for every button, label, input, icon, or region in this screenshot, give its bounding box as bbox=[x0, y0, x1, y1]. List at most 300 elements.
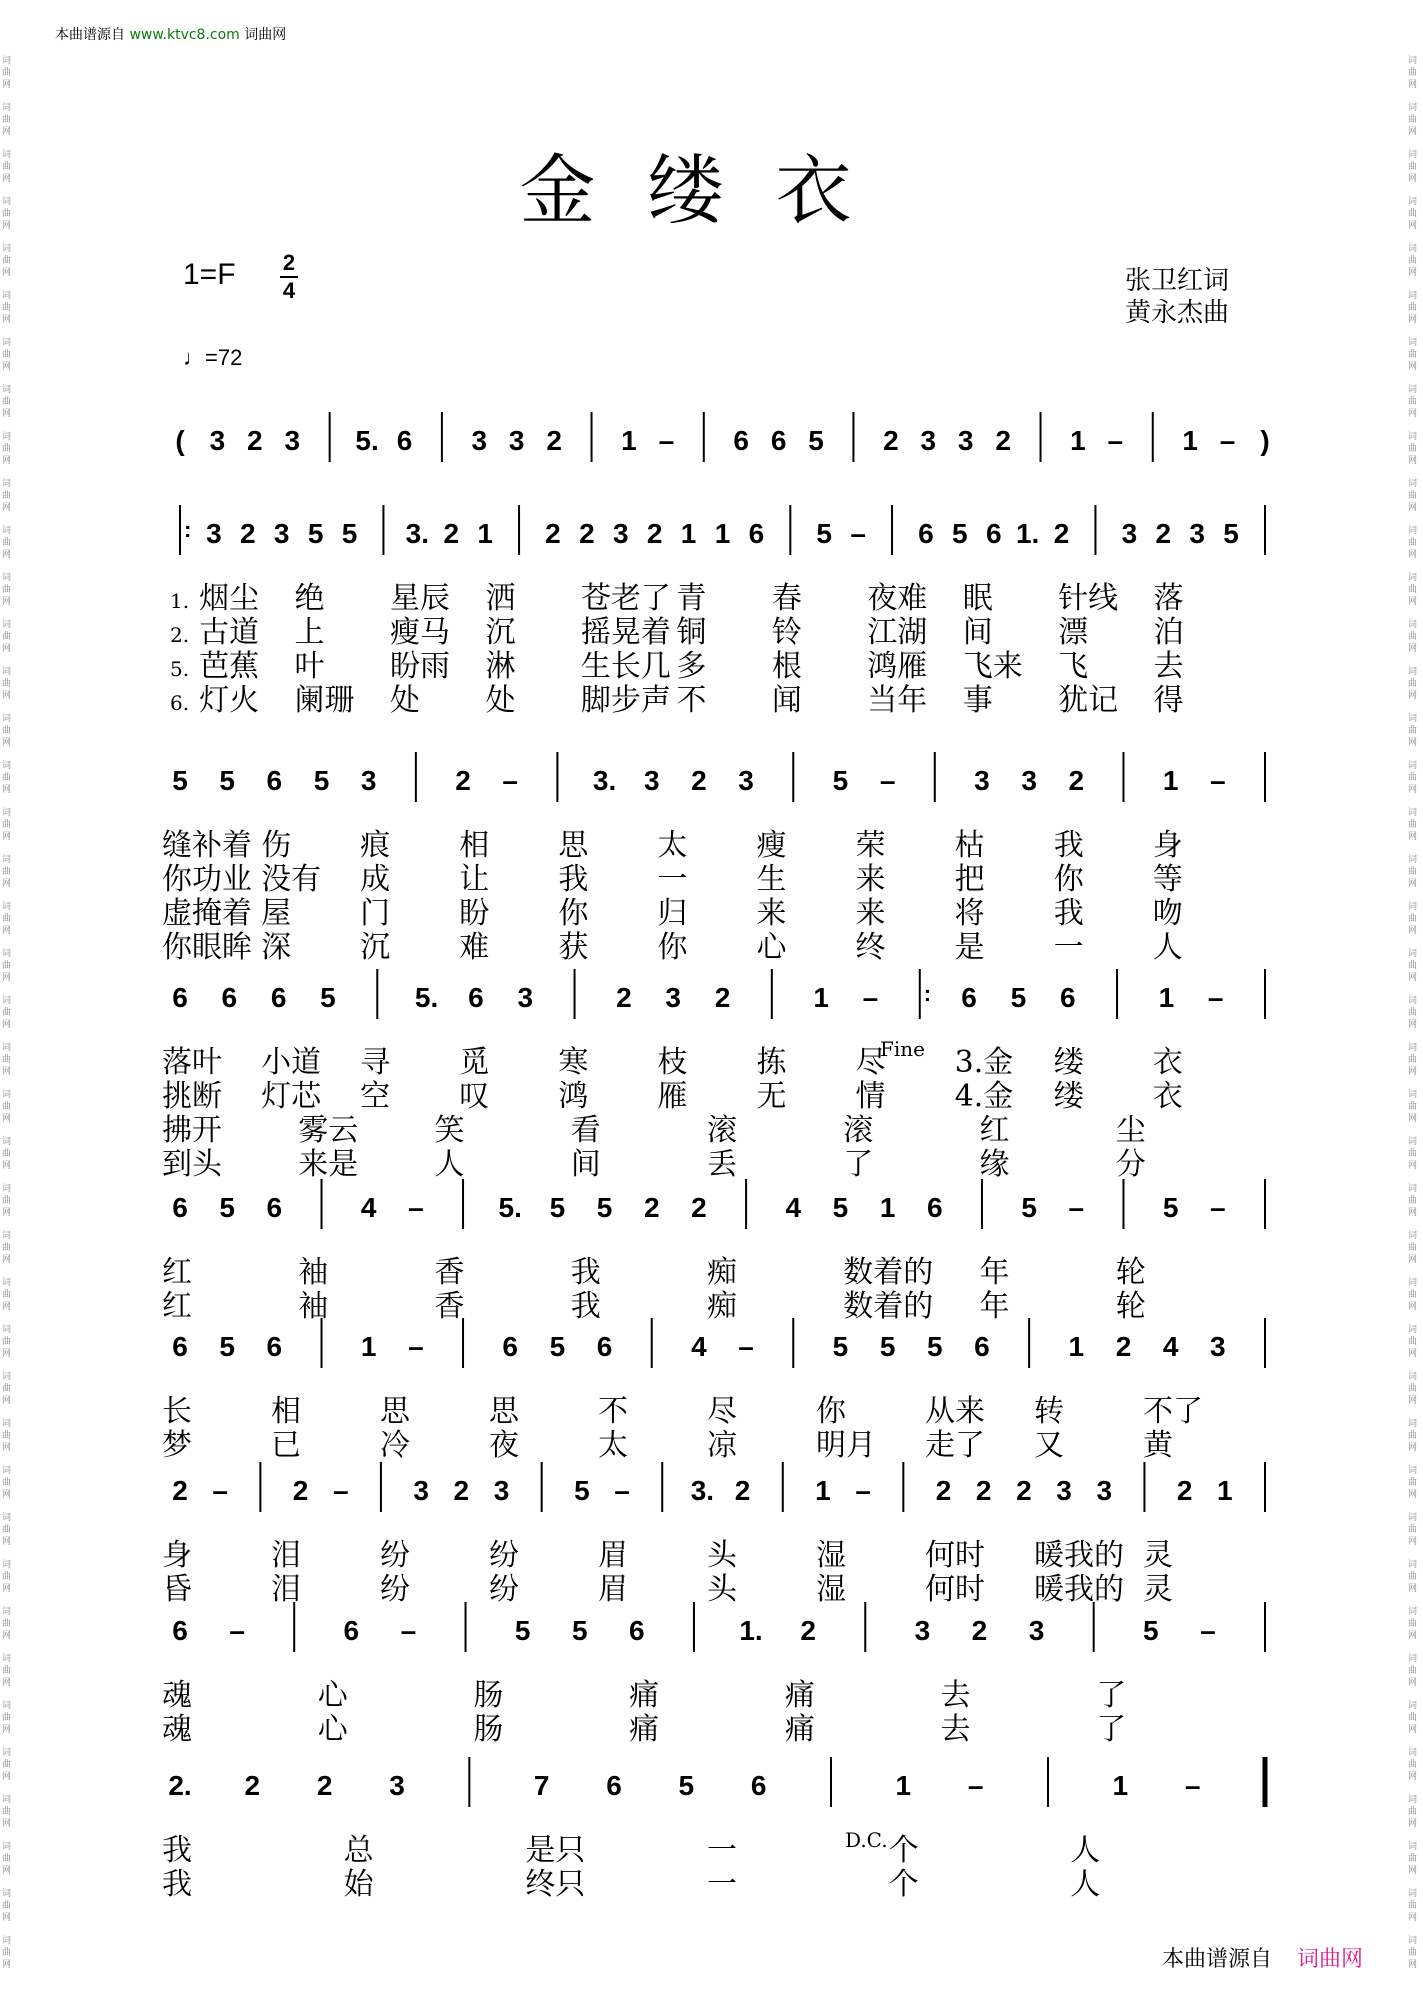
note: ) bbox=[1260, 425, 1270, 456]
note: 5 bbox=[596, 1192, 613, 1223]
lyric-word: 没有 bbox=[261, 862, 322, 897]
watermark-text: 词曲网 bbox=[2, 291, 12, 325]
watermark-text: 词曲网 bbox=[1408, 1701, 1418, 1735]
lyric-word: 你眼眸 bbox=[162, 930, 252, 965]
watermark-text: 词曲网 bbox=[1408, 1184, 1418, 1218]
lyric-word: 太 bbox=[598, 1428, 628, 1463]
lyric-word: 归 bbox=[657, 896, 688, 931]
watermark-text: 词曲网 bbox=[1408, 197, 1418, 231]
note: 1 bbox=[813, 982, 829, 1013]
dash-note: – bbox=[658, 425, 675, 456]
lyric-word: 难 bbox=[459, 930, 490, 965]
note: 1 bbox=[1182, 425, 1198, 456]
lyric-word: 缝补着 bbox=[162, 828, 252, 863]
note: 3 bbox=[612, 518, 629, 549]
lyric-word: 缘 bbox=[979, 1147, 1010, 1182]
verse-number: 6. bbox=[170, 691, 190, 715]
watermark-text: 词曲网 bbox=[2, 1607, 12, 1641]
dash-note: – bbox=[1200, 1615, 1216, 1646]
lyric-word: 一 bbox=[657, 862, 688, 897]
note: 6 bbox=[748, 518, 765, 549]
watermark-text: 词曲网 bbox=[1408, 761, 1418, 795]
lyric-word: 叶 bbox=[294, 649, 325, 684]
lyric-word: 暖我的 bbox=[1034, 1538, 1124, 1573]
lyric-word: 红 bbox=[979, 1113, 1010, 1148]
lyric-word: 相 bbox=[459, 828, 490, 863]
source-prefix: 本曲谱源自 bbox=[55, 27, 125, 43]
lyric-word: 痴 bbox=[707, 1289, 737, 1324]
watermark-text: 词曲网 bbox=[1408, 1043, 1418, 1077]
watermark-text: 词曲网 bbox=[1408, 1513, 1418, 1547]
lyric-word: 何时 bbox=[925, 1538, 985, 1573]
lyric-word: 到头 bbox=[162, 1147, 222, 1182]
lyric-word: 拣 bbox=[756, 1045, 787, 1080]
lyric-word: 闻 bbox=[771, 683, 802, 718]
lyric-word: 你 bbox=[558, 896, 589, 931]
watermark-text: 词曲网 bbox=[2, 667, 12, 701]
lyric-word: 沉 bbox=[485, 615, 516, 650]
lyric-word: 昏 bbox=[162, 1572, 192, 1607]
note: 2 bbox=[883, 425, 899, 456]
lyric-word: 苍老了 bbox=[580, 581, 671, 616]
note: 1 bbox=[1217, 1475, 1233, 1506]
watermark-text: 词曲网 bbox=[1408, 1607, 1418, 1641]
note: 5 bbox=[926, 1331, 943, 1362]
note: 2 bbox=[971, 1615, 988, 1646]
note: 2 bbox=[247, 425, 263, 456]
note: 2 bbox=[714, 982, 731, 1013]
note: 2 bbox=[646, 518, 663, 549]
lyric-word: 魂 bbox=[162, 1678, 192, 1713]
lyric-word: 衣 bbox=[1152, 1045, 1183, 1080]
lyric-word: 又 bbox=[1034, 1428, 1064, 1463]
note: 6 bbox=[172, 1615, 188, 1646]
dash-note: – bbox=[967, 1770, 984, 1801]
note: 5 bbox=[816, 518, 833, 549]
note: 2 bbox=[546, 425, 562, 456]
note: 5 bbox=[832, 1192, 849, 1223]
note: 2 bbox=[1176, 1475, 1193, 1506]
lyric-word: 3.金 bbox=[954, 1045, 1014, 1080]
lyric-word: 江湖 bbox=[867, 615, 928, 650]
lyric-word: 分 bbox=[1115, 1147, 1146, 1182]
repeat-sign: : bbox=[184, 517, 192, 542]
note: 3 bbox=[1096, 1475, 1113, 1506]
lyric-word: 你 bbox=[1053, 862, 1084, 897]
note: 3 bbox=[508, 425, 525, 456]
watermark-text: 词曲网 bbox=[2, 573, 12, 607]
note: 3 bbox=[493, 1475, 510, 1506]
note: 7 bbox=[533, 1770, 550, 1801]
watermark-text: 词曲网 bbox=[1408, 1137, 1418, 1171]
note: 2 bbox=[975, 1475, 992, 1506]
lyric-word: 去 bbox=[940, 1712, 971, 1747]
note: 6 bbox=[343, 1615, 360, 1646]
note: 2 bbox=[240, 518, 256, 549]
lyric-word: 成 bbox=[360, 862, 391, 897]
note: 5 bbox=[219, 765, 235, 796]
watermark-text: 词曲网 bbox=[2, 1419, 12, 1453]
lyric-word: 思 bbox=[489, 1394, 519, 1429]
lyric-word: 心 bbox=[317, 1712, 348, 1747]
watermark-text: 词曲网 bbox=[1408, 1560, 1418, 1594]
note: 2 bbox=[643, 1192, 660, 1223]
lyric-line bbox=[162, 1420, 1265, 1464]
watermark-text: 词曲网 bbox=[1408, 808, 1418, 842]
watermark-text: 词曲网 bbox=[2, 996, 12, 1030]
watermark-text: 词曲网 bbox=[1408, 996, 1418, 1030]
watermark-text: 词曲网 bbox=[1408, 244, 1418, 278]
dash-note: – bbox=[1107, 425, 1124, 456]
lyric-word: 屋 bbox=[261, 896, 292, 931]
note: 6 bbox=[985, 518, 1002, 549]
watermark-text: 词曲网 bbox=[2, 1654, 12, 1688]
note: 6 bbox=[961, 982, 977, 1013]
lyric-word: 寻 bbox=[360, 1045, 391, 1080]
lyric-word: 痛 bbox=[784, 1678, 815, 1713]
lyric-word: 鸿 bbox=[558, 1079, 589, 1114]
note: 4 bbox=[360, 1192, 377, 1223]
note: 6 bbox=[606, 1770, 622, 1801]
note: 5 bbox=[1223, 518, 1239, 549]
lyric-word: 落叶 bbox=[162, 1045, 222, 1080]
lyric-word: 袖 bbox=[298, 1289, 329, 1324]
note: 4 bbox=[785, 1192, 802, 1223]
note: 3 bbox=[360, 765, 377, 796]
watermark-text: 词曲网 bbox=[1408, 1278, 1418, 1312]
note: 5 bbox=[678, 1770, 695, 1801]
lyric-word: 湿 bbox=[816, 1538, 846, 1573]
lyric-word: 你 bbox=[657, 930, 688, 965]
note: 6 bbox=[468, 982, 484, 1013]
note: 2 bbox=[316, 1770, 333, 1801]
lyric-word: 星辰 bbox=[390, 581, 450, 616]
song-title: 金缕衣 bbox=[519, 146, 904, 235]
watermark-text: 词曲网 bbox=[2, 244, 12, 278]
watermark-text: 词曲网 bbox=[2, 479, 12, 513]
dash-note: – bbox=[1068, 1192, 1085, 1223]
lyric-word: 灯火 bbox=[199, 683, 260, 718]
lyric-word: 凉 bbox=[707, 1428, 737, 1463]
note: 2 bbox=[172, 1475, 188, 1506]
watermark-text: 词曲网 bbox=[2, 1795, 12, 1829]
lyric-word: 间 bbox=[570, 1147, 601, 1182]
lyric-word: 眠 bbox=[962, 581, 993, 616]
note: 2 bbox=[734, 1475, 751, 1506]
note: 6 bbox=[172, 1192, 188, 1223]
verse-number: 1. bbox=[170, 589, 190, 613]
note: 5 bbox=[307, 518, 324, 549]
watermark-text: 词曲网 bbox=[2, 1748, 12, 1782]
watermark-text: 词曲网 bbox=[1408, 714, 1418, 748]
lyric-word: 淋 bbox=[485, 649, 516, 684]
lyric-word: 空 bbox=[360, 1079, 391, 1114]
note: 3 bbox=[517, 982, 534, 1013]
note: 6 bbox=[770, 425, 787, 456]
dash-note: – bbox=[1207, 982, 1224, 1013]
note: 2 bbox=[244, 1770, 261, 1801]
dash-note: – bbox=[408, 1331, 424, 1362]
note: 1 bbox=[360, 1331, 377, 1362]
lyric-word: 痕 bbox=[360, 828, 391, 863]
lyric-word: 得 bbox=[1153, 683, 1184, 718]
note: 2 bbox=[1053, 518, 1070, 549]
note: 1 bbox=[1070, 425, 1086, 456]
watermark-text: 词曲网 bbox=[1408, 1231, 1418, 1265]
watermark-text: 词曲网 bbox=[1408, 103, 1418, 137]
watermark-text: 词曲网 bbox=[1408, 291, 1418, 325]
lyric-word: 数着的 bbox=[843, 1255, 934, 1290]
watermark-text: 词曲网 bbox=[1408, 385, 1418, 419]
lyric-word: 相 bbox=[271, 1394, 301, 1429]
watermark-text: 词曲网 bbox=[2, 761, 12, 795]
lyric-word: 我 bbox=[1053, 896, 1084, 931]
note: 3 bbox=[1021, 765, 1037, 796]
lyric-word: 处 bbox=[390, 683, 420, 718]
watermark-text: 词曲网 bbox=[1408, 902, 1418, 936]
watermark-text: 词曲网 bbox=[1408, 432, 1418, 466]
note: 2 bbox=[455, 765, 471, 796]
lyric-word: 尘 bbox=[1115, 1113, 1146, 1148]
watermark-text: 词曲网 bbox=[2, 855, 12, 889]
lyric-word: 头 bbox=[707, 1538, 737, 1573]
lyric-word: 针线 bbox=[1058, 581, 1119, 616]
note: 3 bbox=[1210, 1331, 1226, 1362]
note: 2 bbox=[935, 1475, 952, 1506]
lyric-word: 冷 bbox=[380, 1428, 410, 1463]
note: 3 bbox=[206, 518, 222, 549]
note: 6 bbox=[221, 982, 238, 1013]
dash-note: – bbox=[855, 1475, 871, 1506]
note: 2. bbox=[168, 1770, 192, 1801]
dash-note: – bbox=[502, 765, 519, 796]
dash-note: – bbox=[400, 1615, 417, 1646]
lyric-word: 年 bbox=[979, 1255, 1010, 1290]
note: 3 bbox=[273, 518, 290, 549]
dash-note: – bbox=[1210, 765, 1226, 796]
source-url[interactable]: www.ktvc8.com bbox=[129, 27, 240, 43]
note: 3. bbox=[690, 1475, 715, 1506]
note: 6 bbox=[270, 982, 287, 1013]
note: 5 bbox=[219, 1331, 235, 1362]
watermark-text: 词曲网 bbox=[2, 432, 12, 466]
lyric-word: 已 bbox=[271, 1428, 301, 1463]
lyric-word: 摇晃着 bbox=[580, 615, 671, 650]
watermark-text: 词曲网 bbox=[2, 620, 12, 654]
note: 4 bbox=[691, 1331, 707, 1362]
lyric-word: 虚掩着 bbox=[162, 896, 252, 931]
watermark-text: 词曲网 bbox=[2, 385, 12, 419]
note: 2 bbox=[292, 1475, 309, 1506]
lyric-word: 个 bbox=[888, 1867, 919, 1902]
dash-note: – bbox=[1184, 1770, 1201, 1801]
lyric-word: 雾云 bbox=[298, 1113, 359, 1148]
lyric-word: 灯芯 bbox=[261, 1079, 322, 1114]
watermark-text: 词曲网 bbox=[2, 902, 12, 936]
watermark-text: 词曲网 bbox=[1408, 1748, 1418, 1782]
lyric-word: 痛 bbox=[629, 1712, 660, 1747]
lyric-word: 太 bbox=[657, 828, 688, 863]
note: 5. bbox=[355, 425, 379, 456]
note: 3 bbox=[643, 765, 660, 796]
note: 6 bbox=[974, 1331, 990, 1362]
lyric-word: 明月 bbox=[816, 1428, 876, 1463]
watermark-text: 词曲网 bbox=[2, 1137, 12, 1171]
note: 1 bbox=[680, 518, 697, 549]
lyric-word: 纷 bbox=[380, 1572, 410, 1607]
lyric-word: 数着的 bbox=[843, 1289, 934, 1324]
fine-mark: Fine bbox=[880, 1037, 925, 1061]
note: 5 bbox=[1143, 1615, 1159, 1646]
lyric-word: 泊 bbox=[1153, 615, 1184, 650]
note: 2 bbox=[1115, 1331, 1132, 1362]
note: 2 bbox=[453, 1475, 470, 1506]
lyric-word: 身 bbox=[162, 1538, 192, 1573]
lyric-word: 你功业 bbox=[162, 862, 252, 897]
watermark-text: 词曲网 bbox=[2, 1231, 12, 1265]
lyric-word: 把 bbox=[954, 862, 985, 897]
lyric-word: 来 bbox=[756, 896, 787, 931]
note: 2 bbox=[691, 765, 707, 796]
note: 5 bbox=[320, 982, 336, 1013]
lyric-word: 红 bbox=[162, 1289, 192, 1324]
lyric-word: 何时 bbox=[925, 1572, 985, 1607]
lyric-word: 身 bbox=[1152, 828, 1183, 863]
lyric-word: 夜难 bbox=[867, 581, 928, 616]
note: ( bbox=[175, 425, 185, 456]
watermark-text: 词曲网 bbox=[2, 808, 12, 842]
note: 3 bbox=[738, 765, 754, 796]
note: 1 bbox=[477, 518, 493, 549]
lyric-word: 了 bbox=[1096, 1678, 1127, 1713]
lyric-word: 滚 bbox=[843, 1113, 874, 1148]
watermark-text: 词曲网 bbox=[2, 56, 12, 90]
lyric-word: 我 bbox=[162, 1833, 192, 1868]
note: 2 bbox=[616, 982, 632, 1013]
watermark-text: 词曲网 bbox=[2, 714, 12, 748]
note: 3 bbox=[389, 1770, 405, 1801]
note: 1 bbox=[714, 518, 731, 549]
note: 6 bbox=[1059, 982, 1076, 1013]
lyric-word: 眉 bbox=[598, 1538, 628, 1573]
lyric-word: 去 bbox=[1153, 649, 1184, 684]
watermark-text: 词曲网 bbox=[1408, 1795, 1418, 1829]
dash-note: – bbox=[332, 1475, 349, 1506]
dash-note: – bbox=[1219, 425, 1236, 456]
lyric-word: 轮 bbox=[1115, 1255, 1146, 1290]
lyric-word: 伤 bbox=[261, 828, 292, 863]
lyric-word: 鸿雁 bbox=[867, 649, 928, 684]
note: 3 bbox=[665, 982, 681, 1013]
lyric-line bbox=[162, 1139, 1265, 1183]
watermark-text: 词曲网 bbox=[1408, 1842, 1418, 1876]
lyric-word: 我 bbox=[558, 862, 589, 897]
lyric-word: 一 bbox=[706, 1867, 737, 1902]
lyric-word: 年 bbox=[979, 1289, 1010, 1324]
note: 1 bbox=[621, 425, 637, 456]
lyric-word: 将 bbox=[954, 896, 985, 931]
note: 5 bbox=[952, 518, 968, 549]
note: 6 bbox=[918, 518, 934, 549]
watermark-text: 词曲网 bbox=[2, 1325, 12, 1359]
note: 3 bbox=[413, 1475, 429, 1506]
lyric-word: 从来 bbox=[925, 1394, 985, 1429]
lyric-word: 心 bbox=[756, 930, 787, 965]
note: 2 bbox=[1155, 518, 1172, 549]
note: 3. bbox=[592, 765, 617, 796]
footer-site-link[interactable]: 词曲网 bbox=[1296, 1947, 1363, 1972]
watermark-text: 词曲网 bbox=[2, 1278, 12, 1312]
lyric-word: 泪 bbox=[271, 1572, 301, 1607]
note: 2 bbox=[1068, 765, 1085, 796]
lyric-word: 拂开 bbox=[162, 1113, 222, 1148]
lyric-word: 人 bbox=[434, 1147, 465, 1182]
note: 5 bbox=[879, 1331, 896, 1362]
note: 6 bbox=[266, 1192, 283, 1223]
watermark-text: 词曲网 bbox=[1408, 573, 1418, 607]
lyric-word: 觅 bbox=[459, 1045, 490, 1080]
note: 1. bbox=[1015, 518, 1040, 549]
note: 5 bbox=[514, 1615, 531, 1646]
watermark-text: 词曲网 bbox=[2, 103, 12, 137]
meter-top: 2 bbox=[282, 250, 296, 275]
watermark-text: 词曲网 bbox=[1408, 526, 1418, 560]
note: 5 bbox=[1021, 1192, 1037, 1223]
lyric-line bbox=[162, 1859, 1265, 1903]
lyric-word: 上 bbox=[294, 615, 325, 650]
note: 5 bbox=[1010, 982, 1027, 1013]
dash-note: – bbox=[1210, 1192, 1226, 1223]
note: 5 bbox=[549, 1192, 566, 1223]
note: 6 bbox=[926, 1192, 943, 1223]
lyric-word: 痛 bbox=[629, 1678, 660, 1713]
lyric-word: 盼 bbox=[459, 896, 490, 931]
note: 6 bbox=[266, 765, 283, 796]
lyric-word: 轮 bbox=[1115, 1289, 1146, 1324]
note: 1 bbox=[1158, 982, 1175, 1013]
lyric-word: 荣 bbox=[855, 828, 886, 863]
lyric-word: 了 bbox=[843, 1147, 874, 1182]
lyric-word: 枝 bbox=[657, 1045, 688, 1080]
lyric-word: 总 bbox=[343, 1833, 374, 1868]
note: 2 bbox=[995, 425, 1011, 456]
lyric-word: 来是 bbox=[298, 1147, 359, 1182]
lyric-line bbox=[162, 1704, 1265, 1748]
lyric-word: 我 bbox=[1053, 828, 1084, 863]
lyric-word: 我 bbox=[570, 1255, 601, 1290]
lyric-word: 灵 bbox=[1143, 1538, 1173, 1573]
meter-bottom: 4 bbox=[282, 278, 296, 303]
lyric-word: 思 bbox=[380, 1394, 410, 1429]
note: 6 bbox=[750, 1770, 767, 1801]
note: 4 bbox=[1162, 1331, 1179, 1362]
lyric-word: 湿 bbox=[816, 1572, 846, 1607]
note: 3 bbox=[471, 425, 488, 456]
lyric-word: 生 bbox=[756, 862, 787, 897]
lyric-line bbox=[162, 922, 1265, 966]
note: 2 bbox=[443, 518, 460, 549]
lyric-word: 你 bbox=[816, 1394, 846, 1429]
note: 2 bbox=[1016, 1475, 1032, 1506]
lyric-word: 阑珊 bbox=[294, 683, 355, 718]
watermark-text: 词曲网 bbox=[1408, 1372, 1418, 1406]
dash-note: – bbox=[614, 1475, 630, 1506]
composer-credit: 黄永杰曲 bbox=[1125, 298, 1230, 328]
tempo-marking: ♩=72 bbox=[183, 345, 243, 370]
watermark-text: 词曲网 bbox=[2, 197, 12, 231]
watermark-text: 词曲网 bbox=[2, 1842, 12, 1876]
note: 6 bbox=[172, 1331, 188, 1362]
